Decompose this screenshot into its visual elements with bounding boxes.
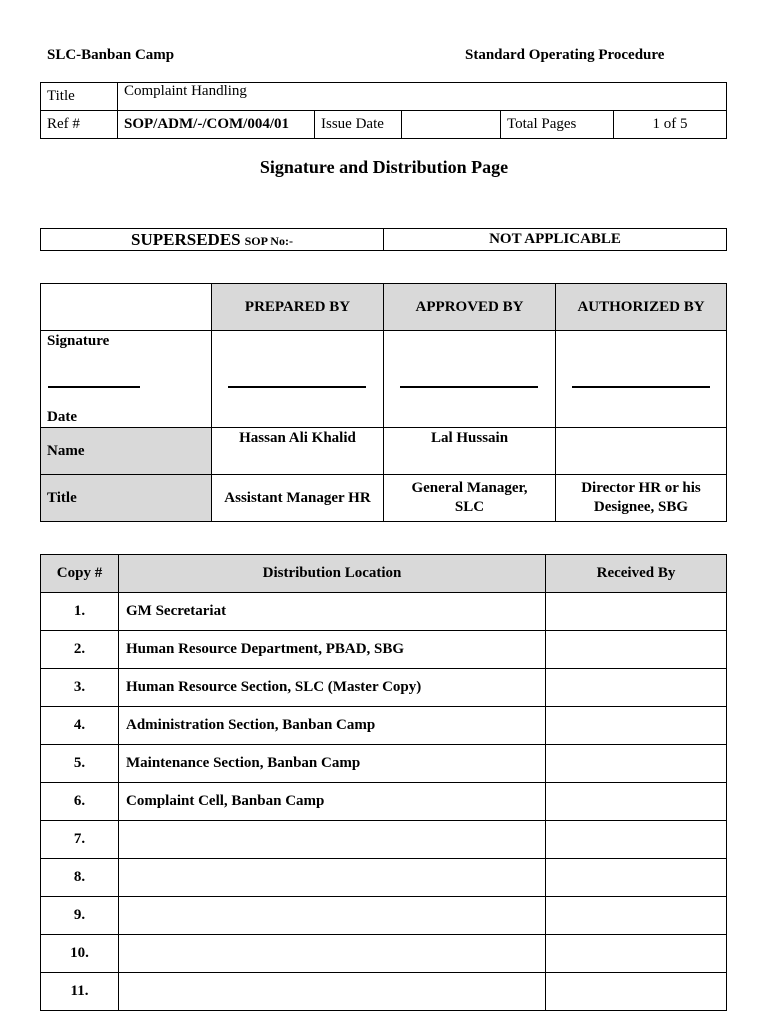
copy-number-header: Copy # [41,555,119,593]
page-title: Signature and Distribution Page [259,157,509,177]
signature-row [41,331,727,428]
supersedes-label-small: SOP No:- [244,233,293,248]
received-by-cell [546,593,727,631]
title-label: Title [41,83,118,111]
distribution-header-row [41,555,727,593]
distribution-location-cell [119,859,546,897]
table-row [41,707,727,745]
table-row [41,631,727,669]
document-meta-table [40,82,727,139]
prepared-title: Assistant Manager HR [212,475,384,522]
copy-number-cell: 6. [41,783,119,821]
prepared-by-header: PREPARED BY [212,284,384,331]
distribution-location-cell [119,821,546,859]
table-row [41,935,727,973]
authorized-title: Director HR or his Designee, SBG [556,475,727,522]
received-by-cell [546,631,727,669]
prepared-signature-cell [212,331,384,428]
copy-number-cell: 8. [41,859,119,897]
received-by-cell [546,745,727,783]
title-row [41,83,727,111]
received-by-cell [546,707,727,745]
title-row [41,475,727,522]
signature-label: Signature [47,333,110,349]
copy-number-cell: 4. [41,707,119,745]
issue-date-value [402,111,501,139]
table-row [41,859,727,897]
supersedes-label-main: SUPERSEDES [131,229,241,249]
received-by-cell [546,973,727,1011]
received-by-header: Received By [546,555,727,593]
approved-signature-line [400,386,538,388]
table-row [41,593,727,631]
table-row [41,973,727,1011]
authorized-by-header: AUTHORIZED BY [556,284,727,331]
copy-number-cell: 2. [41,631,119,669]
distribution-table [40,554,727,1011]
total-pages-value: 1 of 5 [614,111,727,139]
name-row [41,428,727,475]
copy-number-cell: 9. [41,897,119,935]
signature-date-label-cell [41,331,212,428]
supersedes-table [40,228,727,251]
received-by-cell [546,669,727,707]
distribution-location-cell [119,935,546,973]
received-by-cell [546,859,727,897]
table-row [41,821,727,859]
prepared-name: Hassan Ali Khalid [212,428,384,475]
received-by-cell [546,783,727,821]
copy-number-cell: 10. [41,935,119,973]
label-divider-line [48,386,140,388]
distribution-location-cell: Human Resource Department, PBAD, SBG [119,631,546,669]
received-by-cell [546,935,727,973]
document-type: Standard Operating Procedure [465,47,665,63]
copy-number-cell: 11. [41,973,119,1011]
received-by-cell [546,821,727,859]
issue-date-label: Issue Date [315,111,402,139]
title-value: Complaint Handling [118,83,727,111]
copy-number-cell: 7. [41,821,119,859]
blank-header-cell [41,284,212,331]
approved-title: General Manager, SLC [384,475,556,522]
table-row [41,745,727,783]
table-row [41,897,727,935]
copy-number-cell: 1. [41,593,119,631]
distribution-location-header: Distribution Location [119,555,546,593]
name-label: Name [41,428,212,475]
table-row [41,783,727,821]
approved-signature-cell [384,331,556,428]
prepared-signature-line [228,386,366,388]
signature-header-row [41,284,727,331]
supersedes-label [41,229,384,251]
title-label: Title [41,475,212,522]
distribution-location-cell [119,973,546,1011]
received-by-cell [546,897,727,935]
copy-number-cell: 3. [41,669,119,707]
distribution-location-cell: Complaint Cell, Banban Camp [119,783,546,821]
org-name: SLC-Banban Camp [47,47,175,63]
total-pages-label: Total Pages [501,111,614,139]
authorized-signature-line [572,386,710,388]
approved-name: Lal Hussain [384,428,556,475]
signature-table [40,283,727,522]
copy-number-cell: 5. [41,745,119,783]
ref-value: SOP/ADM/-/COM/004/01 [118,111,315,139]
ref-row [41,111,727,139]
distribution-location-cell: Human Resource Section, SLC (Master Copy) [119,669,546,707]
approved-by-header: APPROVED BY [384,284,556,331]
distribution-location-cell [119,897,546,935]
distribution-location-cell: Administration Section, Banban Camp [119,707,546,745]
authorized-name [556,428,727,475]
supersedes-value: NOT APPLICABLE [384,229,727,251]
date-label: Date [47,409,77,425]
authorized-signature-cell [556,331,727,428]
table-row [41,669,727,707]
distribution-location-cell: GM Secretariat [119,593,546,631]
ref-label: Ref # [41,111,118,139]
distribution-location-cell: Maintenance Section, Banban Camp [119,745,546,783]
